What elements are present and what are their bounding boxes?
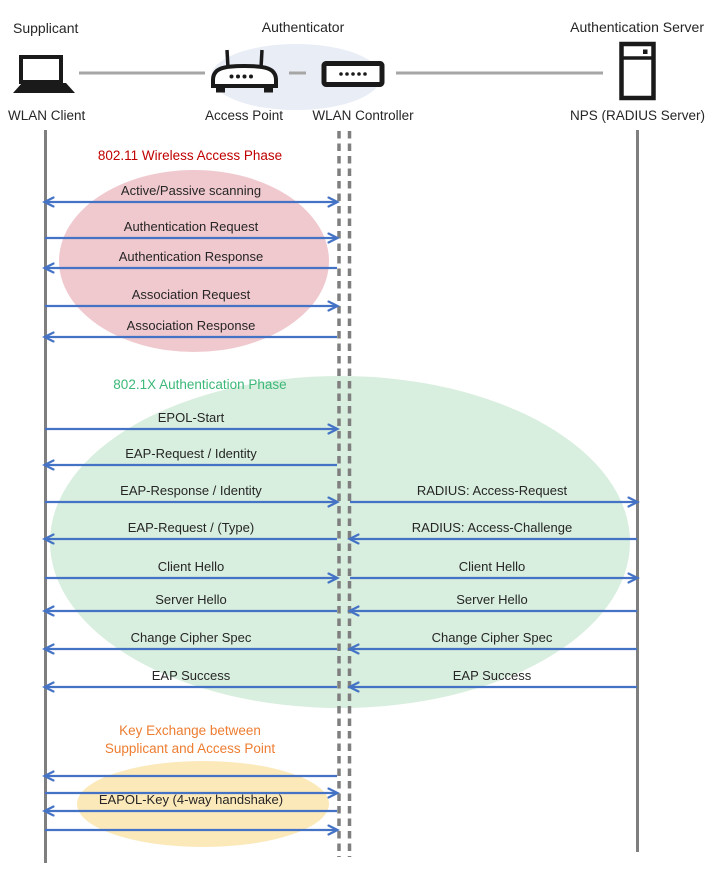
message-label: Association Request (131, 287, 251, 302)
phase2-title: 802.1X Authentication Phase (113, 377, 287, 392)
message-label: EAP-Request / (Type) (127, 520, 255, 535)
phase3-title-line1: Key Exchange between (119, 723, 261, 738)
role-label-authentication-server: Authentication Server (570, 19, 704, 35)
phase3-title-line2: Supplicant and Access Point (104, 741, 276, 756)
message-label: EAP Success (151, 668, 231, 683)
message-label: Client Hello (458, 559, 526, 574)
message-label: Change Cipher Spec (130, 630, 252, 645)
message-label: EPOL-Start (157, 410, 225, 425)
message-label: Authentication Request (123, 219, 259, 234)
wlan-controller-icon (324, 64, 382, 85)
message-label: RADIUS: Access-Request (416, 483, 568, 498)
message-label: EAP-Response / Identity (120, 483, 262, 498)
message-label: EAP Success (452, 668, 532, 683)
message-label: Active/Passive scanning (120, 183, 262, 198)
phase1-title: 802.11 Wireless Access Phase (97, 148, 283, 163)
message-label: EAPOL-Key (4-way handshake) (98, 792, 284, 807)
message-label: Authentication Response (118, 249, 264, 264)
role-label-supplicant: Supplicant (13, 20, 79, 36)
message-label: RADIUS: Access-Challenge (411, 520, 573, 535)
message-label: Client Hello (157, 559, 225, 574)
device-label-wlan-client: WLAN Client (8, 108, 86, 123)
server-icon (622, 44, 654, 98)
phase3-title (40, 722, 340, 758)
message-label: Association Response (126, 318, 256, 333)
device-label-nps-radius-server: NPS (RADIUS Server) (569, 108, 705, 123)
message-label: Server Hello (456, 592, 528, 607)
device-label-wlan-controller: WLAN Controller (312, 108, 414, 123)
message-label: Change Cipher Spec (431, 630, 553, 645)
laptop-icon (13, 57, 75, 93)
message-label: EAP-Request / Identity (125, 446, 257, 461)
device-label-access-point: Access Point (204, 108, 284, 123)
message-label: Server Hello (155, 592, 227, 607)
role-label-authenticator: Authenticator (261, 19, 345, 35)
